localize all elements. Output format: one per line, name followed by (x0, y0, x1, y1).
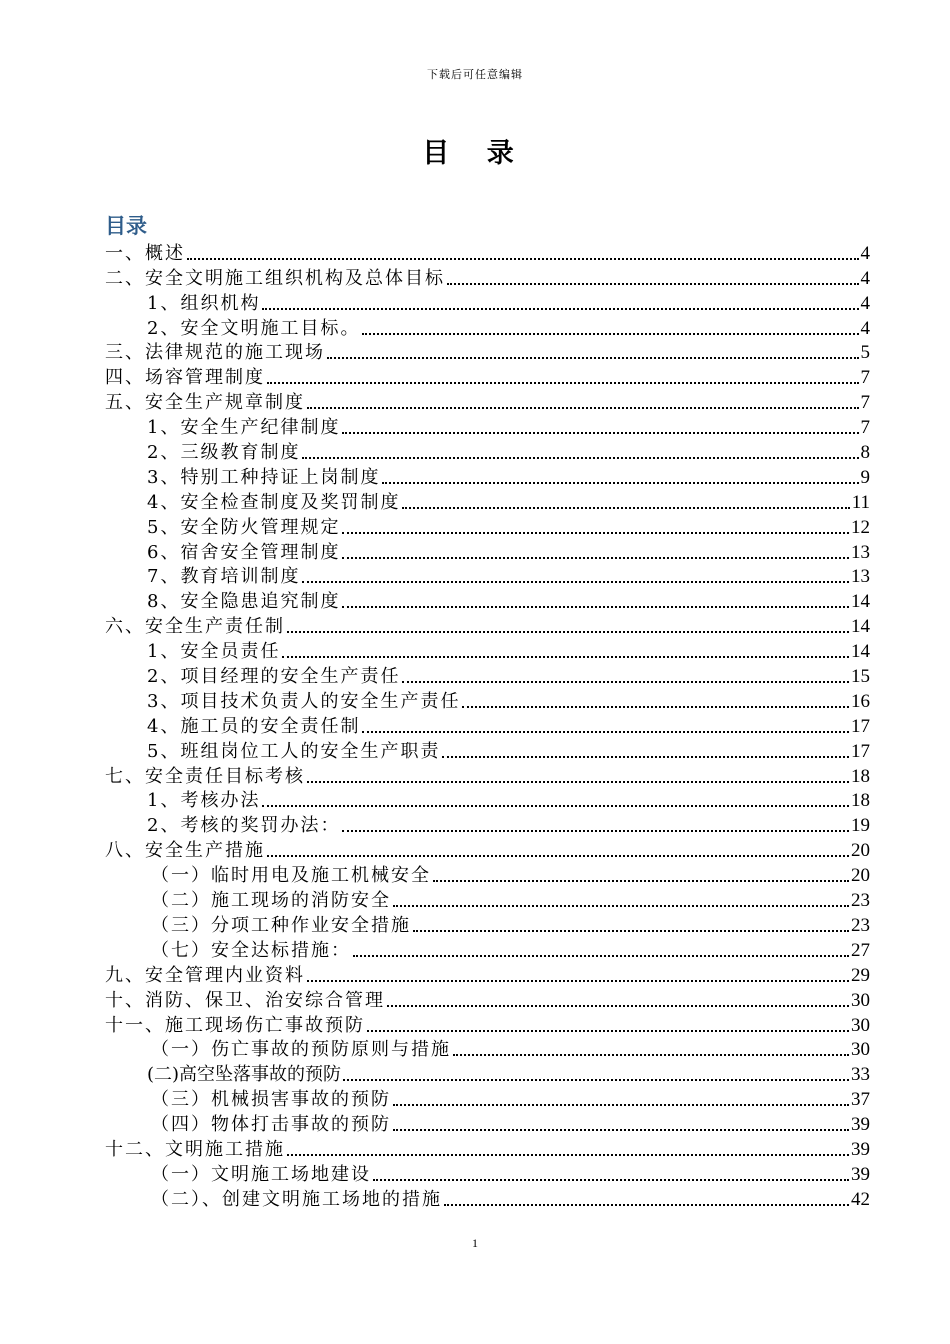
toc-entry-page: 33 (851, 1064, 870, 1086)
toc-entry-label: 5、班组岗位工人的安全生产职责 (147, 740, 441, 762)
toc-entry-label: 2、考核的奖罚办法： (147, 815, 341, 837)
toc-entry-page: 13 (851, 541, 870, 563)
page-number: 1 (472, 1236, 478, 1250)
toc-entry[interactable] (105, 389, 870, 414)
toc-entry[interactable] (105, 663, 870, 688)
toc-entry[interactable] (105, 1037, 870, 1062)
toc-entry-page: 14 (851, 591, 870, 613)
toc-leader-dots (267, 382, 859, 384)
toc-entry[interactable] (105, 1086, 870, 1111)
toc-entry-page: 39 (851, 1163, 870, 1185)
toc-entry[interactable] (105, 240, 870, 265)
toc-entry-label: （一）临时用电及施工机械安全 (151, 865, 431, 887)
toc-entry-page: 15 (851, 666, 870, 688)
toc-leader-dots (307, 407, 859, 409)
toc-leader-dots (262, 308, 858, 310)
toc-leader-dots (353, 955, 849, 957)
toc-entry-label: 3、特别工种持证上岗制度 (147, 466, 381, 488)
toc-entry-label: （一）文明施工场地建设 (151, 1163, 371, 1185)
toc-entry[interactable] (105, 987, 870, 1012)
toc-leader-dots (462, 706, 849, 708)
toc-entry[interactable] (105, 962, 870, 987)
toc-entry-page: 13 (851, 566, 870, 588)
toc-leader-dots (342, 606, 849, 608)
toc-entry[interactable] (105, 713, 870, 738)
toc-entry-page: 7 (860, 417, 870, 439)
toc-entry-page: 7 (860, 392, 870, 414)
toc-leader-dots (402, 507, 849, 509)
toc-entry[interactable] (105, 265, 870, 290)
toc-entry-label: 2、项目经理的安全生产责任 (147, 666, 401, 688)
toc-entry[interactable] (105, 638, 870, 663)
header-note: 下载后可任意编辑 (427, 68, 523, 81)
toc-entry[interactable] (105, 1012, 870, 1037)
toc-entry[interactable] (105, 688, 870, 713)
toc-entry-page: 39 (851, 1138, 870, 1160)
toc-leader-dots (342, 432, 858, 434)
toc-entry-page: 23 (851, 890, 870, 912)
toc-leader-dots (282, 656, 849, 658)
toc-entry-label: 五、安全生产规章制度 (105, 392, 305, 414)
toc-leader-dots (342, 557, 849, 559)
toc-entry-page: 12 (851, 516, 870, 538)
toc-entry-label: 1、安全生产纪律制度 (147, 417, 341, 439)
toc-entry[interactable] (105, 315, 870, 340)
toc-entry-page: 4 (860, 317, 870, 339)
toc-entry-page: 39 (851, 1114, 870, 1136)
toc-entry-page: 16 (851, 690, 870, 712)
toc-entry-label: （二）施工现场的消防安全 (151, 890, 391, 912)
toc-entry[interactable] (105, 763, 870, 788)
toc-leader-dots (307, 781, 849, 783)
toc-entry-page: 18 (851, 765, 870, 787)
toc-entry-page: 14 (851, 641, 870, 663)
toc-entry[interactable] (105, 613, 870, 638)
toc-entry-label: 十一、施工现场伤亡事故预防 (105, 1014, 365, 1036)
toc-entry[interactable] (105, 862, 870, 887)
toc-entry-page: 30 (851, 1014, 870, 1036)
toc-entry-label: 八、安全生产措施 (105, 840, 265, 862)
toc-heading: 目录 (105, 214, 147, 238)
toc-entry-label: 5、安全防火管理规定 (147, 516, 341, 538)
toc-entry-page: 18 (851, 790, 870, 812)
toc-entry[interactable] (105, 290, 870, 315)
toc-entry[interactable] (105, 788, 870, 813)
toc-entry[interactable] (105, 539, 870, 564)
toc-entry-page: 20 (851, 840, 870, 862)
toc-leader-dots (327, 357, 859, 359)
toc-leader-dots (433, 880, 849, 882)
toc-leader-dots (302, 457, 858, 459)
toc-entry-page: 17 (851, 740, 870, 762)
toc-entry[interactable] (105, 812, 870, 837)
table-of-contents (105, 240, 870, 1211)
toc-entry-label: 2、安全文明施工目标。 (147, 317, 361, 339)
toc-entry[interactable] (105, 1061, 870, 1086)
toc-entry-label: 4、安全检查制度及奖罚制度 (147, 491, 401, 513)
toc-entry[interactable] (105, 1111, 870, 1136)
toc-leader-dots (387, 1005, 849, 1007)
toc-entry-label: 6、宿舍安全管理制度 (147, 541, 341, 563)
toc-leader-dots (373, 1179, 849, 1181)
toc-leader-dots (287, 1154, 849, 1156)
toc-entry-label: 七、安全责任目标考核 (105, 765, 305, 787)
toc-entry-page: 7 (860, 367, 870, 389)
toc-entry[interactable] (105, 588, 870, 613)
toc-entry-page: 17 (851, 715, 870, 737)
toc-entry-page: 4 (860, 267, 870, 289)
toc-leader-dots (307, 980, 849, 982)
toc-leader-dots (362, 333, 858, 335)
toc-leader-dots (302, 581, 849, 583)
toc-entry[interactable] (105, 1186, 870, 1211)
toc-entry-page: 37 (851, 1089, 870, 1111)
toc-entry-page: 23 (851, 914, 870, 936)
toc-entry-page: 30 (851, 989, 870, 1011)
toc-leader-dots (444, 1204, 849, 1206)
toc-entry-label: 4、施工员的安全责任制 (147, 715, 361, 737)
toc-leader-dots (402, 681, 849, 683)
toc-leader-dots (413, 930, 849, 932)
toc-entry[interactable] (105, 439, 870, 464)
toc-entry-page: 27 (851, 939, 870, 961)
toc-leader-dots (367, 1030, 849, 1032)
toc-entry-page: 4 (860, 242, 870, 264)
toc-entry-label: 二、安全文明施工组织机构及总体目标 (105, 267, 445, 289)
toc-leader-dots (393, 1129, 849, 1131)
toc-entry-page: 9 (860, 466, 870, 488)
toc-entry[interactable] (105, 564, 870, 589)
toc-entry-label: (二)高空坠落事故的预防 (147, 1064, 342, 1086)
toc-entry[interactable] (105, 937, 870, 962)
toc-entry-label: 十二、文明施工措施 (105, 1138, 285, 1160)
toc-entry[interactable] (105, 464, 870, 489)
toc-entry-label: （三）分项工种作业安全措施 (151, 914, 411, 936)
toc-leader-dots (262, 805, 849, 807)
toc-entry-page: 20 (851, 865, 870, 887)
toc-entry-label: 1、考核办法 (147, 790, 261, 812)
toc-entry-label: 2、三级教育制度 (147, 442, 301, 464)
toc-entry-label: 3、项目技术负责人的安全生产责任 (147, 690, 461, 712)
toc-leader-dots (267, 855, 849, 857)
toc-entry-page: 11 (851, 491, 870, 513)
toc-leader-dots (442, 756, 849, 758)
toc-leader-dots (342, 532, 849, 534)
toc-entry-label: 六、安全生产责任制 (105, 616, 285, 638)
toc-leader-dots (342, 830, 849, 832)
toc-entry-label: （三）机械损害事故的预防 (151, 1089, 391, 1111)
toc-entry[interactable] (105, 887, 870, 912)
toc-entry[interactable] (105, 340, 870, 365)
toc-entry-page: 4 (860, 292, 870, 314)
toc-leader-dots (393, 905, 849, 907)
toc-entry-label: 十、消防、保卫、治安综合管理 (105, 989, 385, 1011)
toc-entry-label: 1、组织机构 (147, 292, 261, 314)
toc-entry-label: （一）伤亡事故的预防原则与措施 (151, 1039, 451, 1061)
toc-entry[interactable] (105, 1161, 870, 1186)
page-title: 目 录 (422, 138, 528, 169)
toc-entry[interactable] (105, 364, 870, 389)
toc-entry-page: 8 (860, 442, 870, 464)
toc-leader-dots (447, 283, 859, 285)
toc-entry-label: 一、概述 (105, 242, 185, 264)
toc-leader-dots (362, 731, 849, 733)
toc-entry-label: 8、安全隐患追究制度 (147, 591, 341, 613)
toc-entry-page: 14 (851, 616, 870, 638)
toc-entry-page: 19 (851, 815, 870, 837)
toc-entry-label: 1、安全员责任 (147, 641, 281, 663)
toc-entry[interactable] (105, 514, 870, 539)
toc-entry-page: 42 (851, 1188, 870, 1210)
toc-entry[interactable] (105, 489, 870, 514)
toc-entry-page: 5 (860, 342, 870, 364)
toc-entry-label: （二）、创建文明施工场地的措施 (151, 1188, 442, 1210)
toc-entry-page: 30 (851, 1039, 870, 1061)
toc-leader-dots (453, 1054, 849, 1056)
toc-leader-dots (343, 1079, 849, 1081)
toc-leader-dots (393, 1104, 849, 1106)
toc-entry[interactable] (105, 912, 870, 937)
toc-entry-page: 29 (851, 964, 870, 986)
toc-entry-label: 7、教育培训制度 (147, 566, 301, 588)
toc-entry[interactable] (105, 1136, 870, 1161)
toc-entry[interactable] (105, 738, 870, 763)
toc-entry-label: 四、场容管理制度 (105, 367, 265, 389)
toc-leader-dots (287, 631, 849, 633)
toc-leader-dots (382, 482, 858, 484)
toc-entry-label: 九、安全管理内业资料 (105, 964, 305, 986)
toc-entry-label: 三、法律规范的施工现场 (105, 342, 325, 364)
toc-entry[interactable] (105, 414, 870, 439)
toc-entry-label: （四）物体打击事故的预防 (151, 1114, 391, 1136)
toc-entry-label: （七）安全达标措施： (151, 939, 351, 961)
toc-leader-dots (187, 258, 859, 260)
toc-entry[interactable] (105, 837, 870, 862)
